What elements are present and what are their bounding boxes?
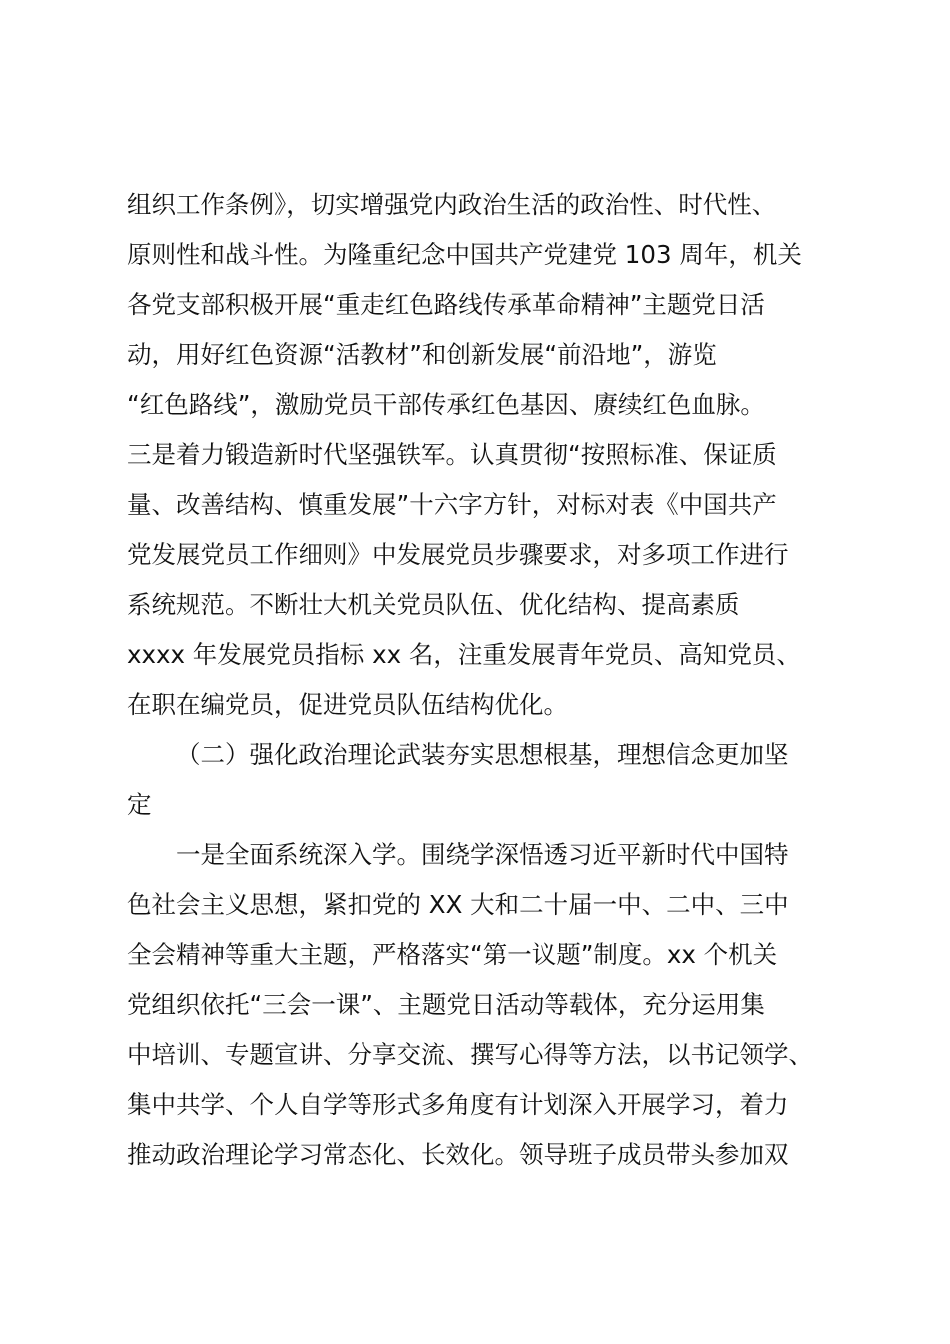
text-line: 党组织依托“三会一课”、主题党日活动等载体，充分运用集 bbox=[127, 990, 765, 1019]
text-line: xxxx 年发展党员指标 xx 名，注重发展青年党员、高知党员、 bbox=[127, 640, 801, 669]
text-line: 系统规范。不断壮大机关党员队伍、优化结构、提高素质 bbox=[127, 590, 740, 619]
text-line: 组织工作条例》，切实增强党内政治生活的政治性、时代性、 bbox=[127, 190, 777, 219]
paragraph-party-life bbox=[127, 180, 837, 730]
text-line: 推动政治理论学习常态化、长效化。领导班子成员带头参加双 bbox=[127, 1140, 789, 1169]
text-line: 各党支部积极开展“重走红色路线传承革命精神”主题党日活 bbox=[127, 290, 765, 319]
text-line: 动，用好红色资源“活教材”和创新发展“前沿地”，游览 bbox=[127, 340, 717, 369]
text-line: “红色路线”，激励党员干部传承红色基因、赓续红色血脉。 bbox=[127, 390, 765, 419]
text-line: 三是着力锻造新时代坚强铁军。认真贯彻“按照标准、保证质 bbox=[127, 440, 777, 469]
text-line: 在职在编党员，促进党员队伍结构优化。 bbox=[127, 690, 568, 719]
text-line: 全会精神等重大主题，严格落实“第一议题”制度。xx 个机关 bbox=[127, 940, 778, 969]
text-line: 集中共学、个人自学等形式多角度有计划深入开展学习，着力 bbox=[127, 1090, 789, 1119]
text-line: 中培训、专题宣讲、分享交流、撰写心得等方法，以书记领学、 bbox=[127, 1040, 813, 1069]
text-line: 量、改善结构、慎重发展”十六字方针，对标对表《中国共产 bbox=[127, 490, 777, 519]
text-line: 党发展党员工作细则》中发展党员步骤要求，对多项工作进行 bbox=[127, 540, 789, 569]
text-line: 原则性和战斗性。为隆重纪念中国共产党建党 103 周年，机关 bbox=[127, 240, 802, 269]
paragraph-theory-study bbox=[127, 830, 837, 1180]
text-line: 色社会主义思想，紧扣党的 XX 大和二十届一中、二中、三中 bbox=[127, 890, 789, 919]
heading-line: （二）强化政治理论武装夯实思想根基，理想信念更加坚 bbox=[176, 740, 789, 769]
document-body bbox=[127, 180, 837, 1180]
heading-line: 定 bbox=[127, 790, 152, 819]
text-line: 一是全面系统深入学。围绕学深悟透习近平新时代中国特 bbox=[176, 840, 789, 869]
section-heading-2 bbox=[127, 730, 837, 830]
